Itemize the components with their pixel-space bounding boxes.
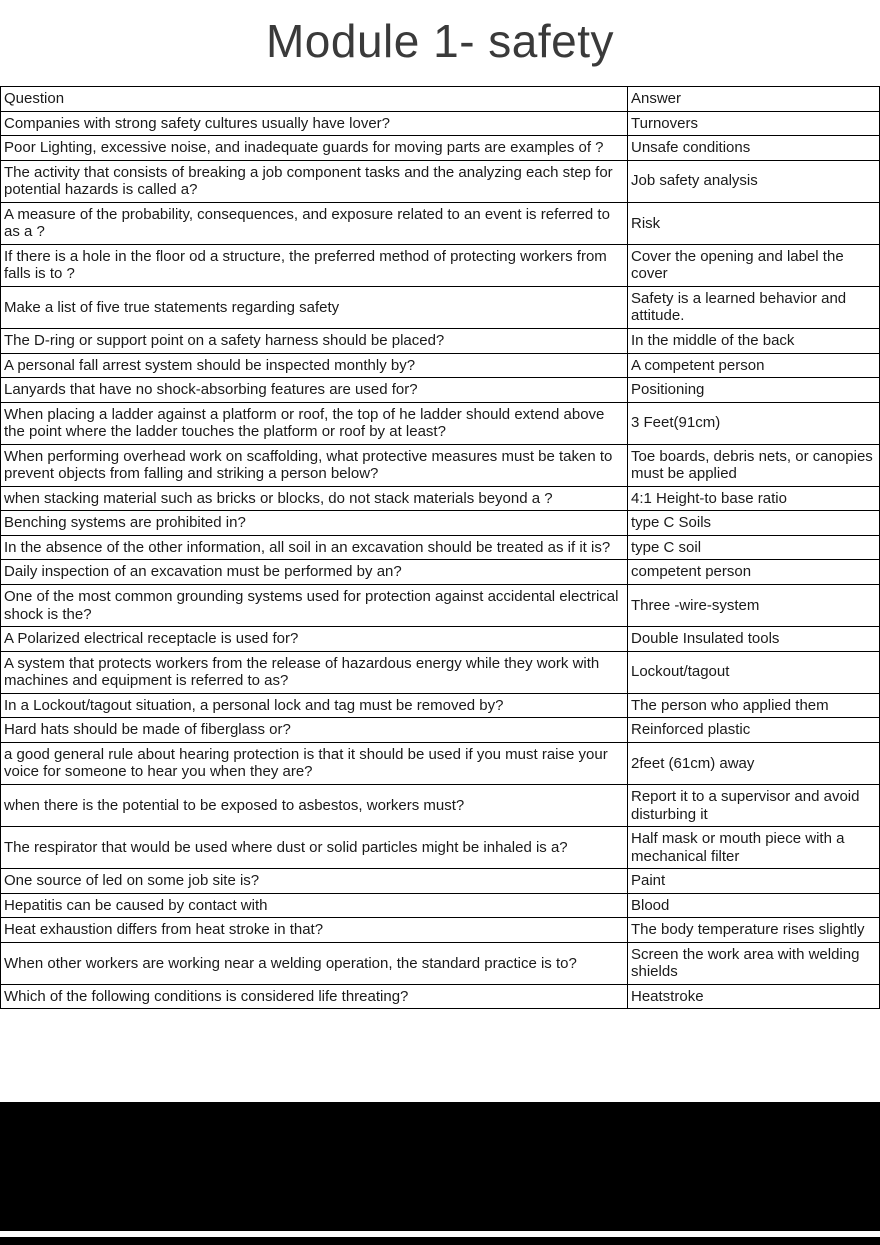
footer-white-line bbox=[0, 1231, 880, 1237]
table-row bbox=[1, 560, 880, 585]
table-row bbox=[1, 869, 880, 894]
answer-cell: Turnovers bbox=[628, 111, 880, 136]
table-row bbox=[1, 942, 880, 984]
table-row bbox=[1, 244, 880, 286]
answer-cell: The body temperature rises slightly bbox=[628, 918, 880, 943]
answer-cell: Heatstroke bbox=[628, 984, 880, 1009]
answer-cell: Blood bbox=[628, 893, 880, 918]
question-cell: A system that protects workers from the release of hazardous energy while they work with machines and equipment is referred to as? bbox=[1, 651, 628, 693]
answer-cell: Half mask or mouth piece with a mechanical filter bbox=[628, 827, 880, 869]
answer-cell: competent person bbox=[628, 560, 880, 585]
question-cell: Companies with strong safety cultures usually have lover? bbox=[1, 111, 628, 136]
table-row bbox=[1, 918, 880, 943]
question-cell: a good general rule about hearing protection is that it should be used if you must raise your voice for someone to hear you when they are? bbox=[1, 742, 628, 784]
answer-cell: type C soil bbox=[628, 535, 880, 560]
question-cell: Lanyards that have no shock-absorbing features are used for? bbox=[1, 378, 628, 403]
answer-cell: Screen the work area with welding shields bbox=[628, 942, 880, 984]
table-row bbox=[1, 160, 880, 202]
table-row bbox=[1, 444, 880, 486]
question-cell: In a Lockout/tagout situation, a personal lock and tag must be removed by? bbox=[1, 693, 628, 718]
question-cell: Poor Lighting, excessive noise, and inadequate guards for moving parts are examples of ? bbox=[1, 136, 628, 161]
question-cell: Hard hats should be made of fiberglass or? bbox=[1, 718, 628, 743]
question-cell: One source of led on some job site is? bbox=[1, 869, 628, 894]
answer-cell: 3 Feet(91cm) bbox=[628, 402, 880, 444]
question-cell: When placing a ladder against a platform or roof, the top of he ladder should extend above the point where the ladder touches the platform or roof by at least? bbox=[1, 402, 628, 444]
qa-table bbox=[0, 86, 880, 1009]
question-cell: When performing overhead work on scaffolding, what protective measures must be taken to prevent objects from falling and striking a person below? bbox=[1, 444, 628, 486]
question-cell: when there is the potential to be exposed to asbestos, workers must? bbox=[1, 784, 628, 826]
table-row bbox=[1, 136, 880, 161]
answer-column-header: Answer bbox=[628, 87, 880, 112]
table-row bbox=[1, 893, 880, 918]
table-row bbox=[1, 378, 880, 403]
answer-cell: Job safety analysis bbox=[628, 160, 880, 202]
answer-cell: Positioning bbox=[628, 378, 880, 403]
table-header-row bbox=[1, 87, 880, 112]
table-row bbox=[1, 693, 880, 718]
table-row bbox=[1, 651, 880, 693]
answer-cell: Paint bbox=[628, 869, 880, 894]
table-row bbox=[1, 984, 880, 1009]
question-cell: In the absence of the other information, all soil in an excavation should be treated as if it is? bbox=[1, 535, 628, 560]
answer-cell: Safety is a learned behavior and attitude. bbox=[628, 286, 880, 328]
answer-cell: Double Insulated tools bbox=[628, 627, 880, 652]
answer-cell: Lockout/tagout bbox=[628, 651, 880, 693]
table-row bbox=[1, 486, 880, 511]
table-row bbox=[1, 535, 880, 560]
answer-cell: Three -wire-system bbox=[628, 585, 880, 627]
question-cell: A measure of the probability, consequences, and exposure related to an event is referred to as a ? bbox=[1, 202, 628, 244]
question-cell: Benching systems are prohibited in? bbox=[1, 511, 628, 536]
answer-cell: Reinforced plastic bbox=[628, 718, 880, 743]
question-cell: Make a list of five true statements regarding safety bbox=[1, 286, 628, 328]
question-cell: Heat exhaustion differs from heat stroke in that? bbox=[1, 918, 628, 943]
table-row bbox=[1, 286, 880, 328]
question-cell: If there is a hole in the floor od a structure, the preferred method of protecting workers from falls is to ? bbox=[1, 244, 628, 286]
question-cell: A Polarized electrical receptacle is used for? bbox=[1, 627, 628, 652]
answer-cell: The person who applied them bbox=[628, 693, 880, 718]
answer-cell: Toe boards, debris nets, or canopies must be applied bbox=[628, 444, 880, 486]
qa-table-body bbox=[1, 87, 880, 1009]
table-row bbox=[1, 111, 880, 136]
table-row bbox=[1, 827, 880, 869]
question-column-header: Question bbox=[1, 87, 628, 112]
page-title: Module 1- safety bbox=[265, 15, 615, 67]
table-row bbox=[1, 627, 880, 652]
footer-black-band bbox=[0, 1102, 880, 1245]
answer-cell: Unsafe conditions bbox=[628, 136, 880, 161]
question-cell: Hepatitis can be caused by contact with bbox=[1, 893, 628, 918]
question-cell: Daily inspection of an excavation must be performed by an? bbox=[1, 560, 628, 585]
answer-cell: Risk bbox=[628, 202, 880, 244]
table-row bbox=[1, 511, 880, 536]
question-cell: when stacking material such as bricks or blocks, do not stack materials beyond a ? bbox=[1, 486, 628, 511]
table-row bbox=[1, 585, 880, 627]
table-row bbox=[1, 402, 880, 444]
answer-cell: Cover the opening and label the cover bbox=[628, 244, 880, 286]
question-cell: When other workers are working near a welding operation, the standard practice is to? bbox=[1, 942, 628, 984]
answer-cell: 2feet (61cm) away bbox=[628, 742, 880, 784]
table-row bbox=[1, 202, 880, 244]
question-cell: Which of the following conditions is considered life threating? bbox=[1, 984, 628, 1009]
answer-cell: 4:1 Height-to base ratio bbox=[628, 486, 880, 511]
question-cell: A personal fall arrest system should be inspected monthly by? bbox=[1, 353, 628, 378]
question-cell: The D-ring or support point on a safety harness should be placed? bbox=[1, 329, 628, 354]
answer-cell: In the middle of the back bbox=[628, 329, 880, 354]
table-row bbox=[1, 329, 880, 354]
table-row bbox=[1, 784, 880, 826]
answer-cell: type C Soils bbox=[628, 511, 880, 536]
question-cell: The respirator that would be used where dust or solid particles might be inhaled is a? bbox=[1, 827, 628, 869]
table-row bbox=[1, 742, 880, 784]
answer-cell: A competent person bbox=[628, 353, 880, 378]
table-row bbox=[1, 353, 880, 378]
question-cell: One of the most common grounding systems used for protection against accidental electrical shock is the? bbox=[1, 585, 628, 627]
table-row bbox=[1, 718, 880, 743]
answer-cell: Report it to a supervisor and avoid disturbing it bbox=[628, 784, 880, 826]
question-cell: The activity that consists of breaking a job component tasks and the analyzing each step for potential hazards is called a? bbox=[1, 160, 628, 202]
